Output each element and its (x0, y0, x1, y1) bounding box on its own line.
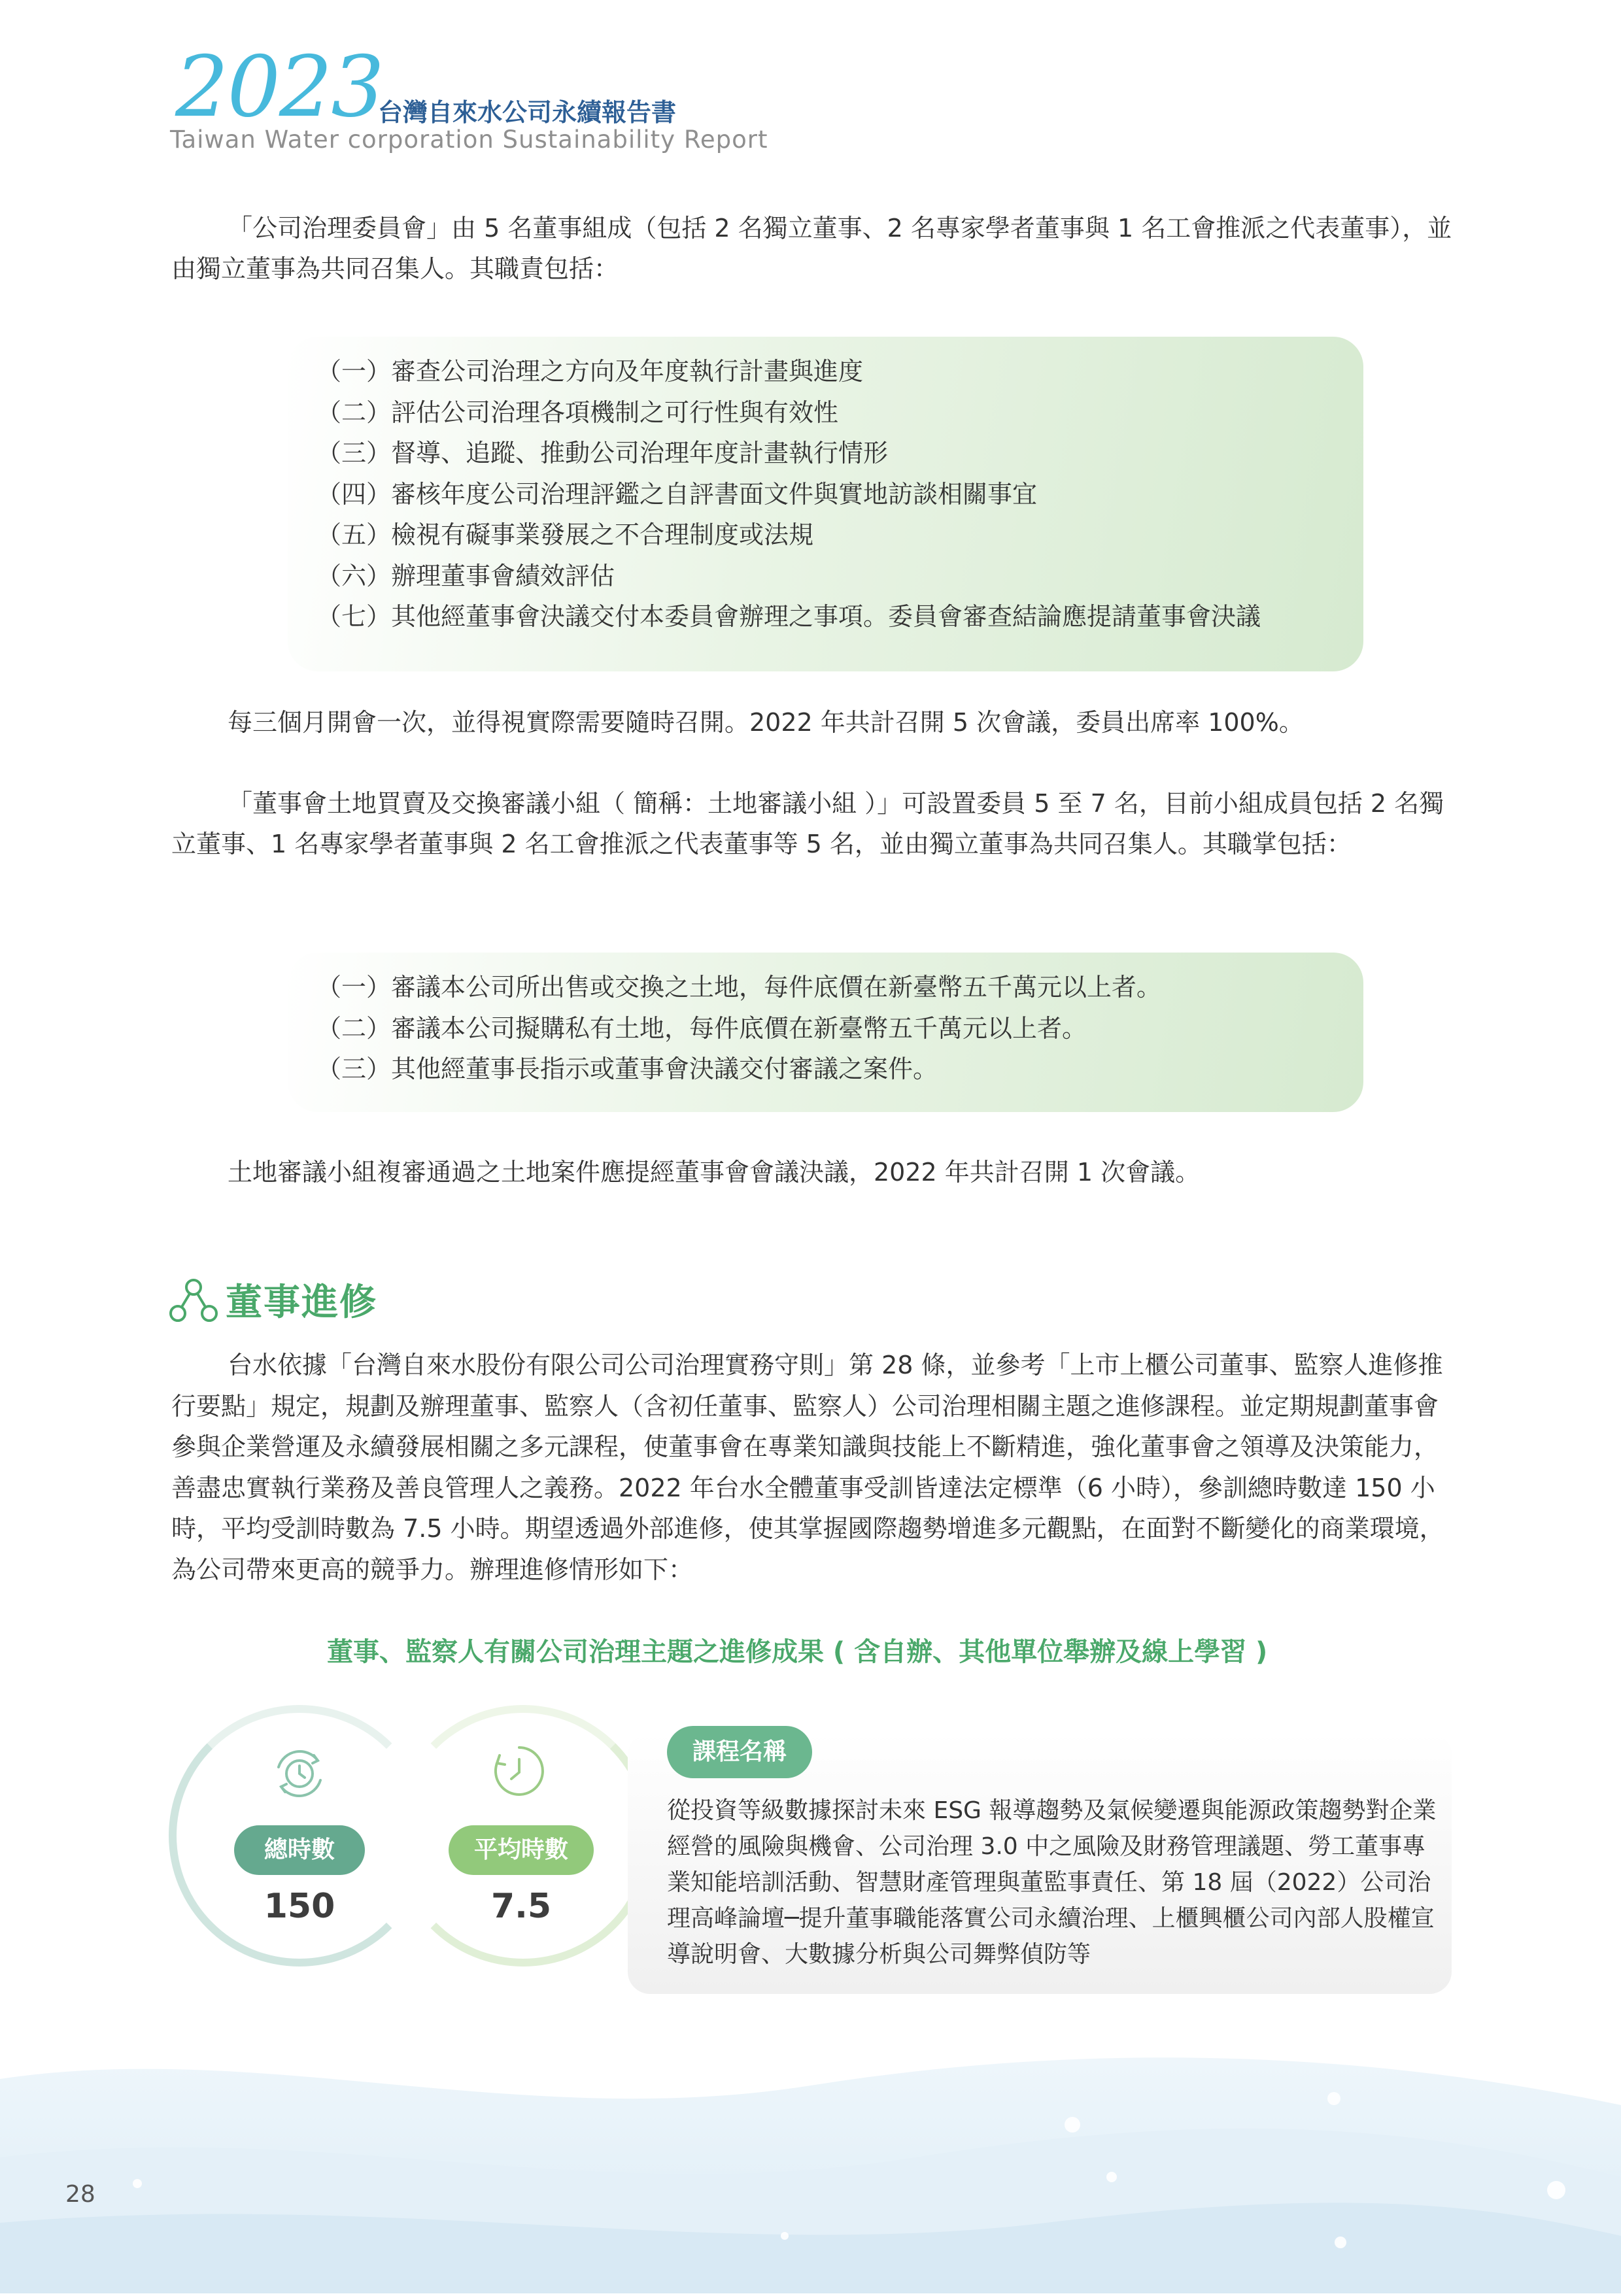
list-item: （六）辦理董事會績效評估 (316, 561, 615, 590)
list-item: （三）其他經董事長指示或董事會決議交付審議之案件。 (316, 1055, 938, 1083)
course-text: 從投資等級數據探討未來 ESG 報導趨勢及氣候變遷與能源政策趨勢對企業經營的風險與機會、公司治理 3.0 中之風險及財務管理議題、勞工董事專業知能培訓活動、智慧財產管理與董監事責任、第 18 屆（2022）公司治理高峰論壇─提升董事職能落實公司永續治理、上櫃興櫃公司內部人股權宣導說明會、大數據分析與公司舞弊偵防等 (667, 1797, 1437, 1968)
land-intro-paragraph (171, 783, 1453, 864)
list-item: （二）評估公司治理各項機制之可行性與有效性 (316, 397, 839, 427)
report-subtitle: Taiwan Water corporation Sustainability Report (170, 126, 768, 154)
land-meetings-paragraph (171, 1152, 1453, 1192)
list-item: （二）審議本公司擬購私有土地，每件底價在新臺幣五千萬元以上者。 (316, 1013, 1087, 1043)
list-item: （一）審議本公司所出售或交換之土地，每件底價在新臺幣五千萬元以上者。 (316, 973, 1162, 1002)
committee-meetings-paragraph (171, 702, 1453, 743)
footer-wave-decoration (0, 2027, 1621, 2293)
report-year: 2023 (175, 39, 383, 136)
list-item: （一）審查公司治理之方向及年度執行計畫與進度 (316, 357, 864, 386)
list-item: （三）督導、追蹤、推動公司治理年度計畫執行情形 (316, 439, 889, 467)
section-body-paragraph (171, 1345, 1453, 1590)
avg-hours-label: 平均時數 (449, 1825, 594, 1875)
list-item: （七）其他經董事會決議交付本委員會辦理之事項。委員會審查結論應提請董事會決議 (316, 602, 1261, 631)
total-hours-label: 總時數 (234, 1825, 365, 1875)
training-title: 董事、監察人有關公司治理主題之進修成果 ( 含自辦、其他單位舉辦及線上學習 ) (327, 1637, 1268, 1667)
committee-duties-box (288, 337, 1363, 671)
timer-icon (485, 1737, 553, 1805)
report-title: 台灣自來水公司永續報告書 (378, 98, 677, 127)
section-body-text: 台水依據「台灣自來水股份有限公司公司治理實務守則」第 28 條，並參考「上市上櫃公司董事、監察人進修推行要點」規定，規劃及辦理董事、監察人（含初任董事、監察人）公司治理相關主題之進修課程。並定期規劃董事會參與企業營運及永續發展相關之多元課程，使董事會在專業知識與技能上不斷精進，強化董事會之領導及決策能力，善盡忠實執行業務及善良管理人之義務。2022 年台水全體董事受訓皆達法定標準（6 小時），參訓總時數達 150 小時，平均受訓時數為 7.5 小時。期望透過外部進修，使其掌握國際趨勢增進多元觀點，在面對不斷變化的商業環境，為公司帶來更高的競爭力。辦理進修情形如下： (171, 1351, 1444, 1584)
list-item: （四）審核年度公司治理評鑑之自評書面文件與實地訪談相關事宜 (316, 479, 1038, 509)
list-item: （五）檢視有礙事業發展之不合理制度或法規 (316, 520, 814, 549)
committee-duties-list (288, 337, 1363, 637)
committee-intro-text: 「公司治理委員會」由 5 名董事組成（包括 2 名獨立董事、2 名專家學者董事與 1 名工會推派之代表董事），並由獨立董事為共同召集人。其職責包括： (171, 214, 1452, 283)
avg-hours-value: 7.5 (490, 1887, 552, 1926)
page-number: 28 (65, 2181, 95, 2208)
clock-cycle-icon (267, 1741, 332, 1806)
section-title: 董事進修 (226, 1281, 377, 1324)
land-duties-box (288, 953, 1363, 1112)
land-intro-text: 「董事會土地買賣及交換審議小組（ 簡稱：土地審議小組 ）」可設置委員 5 至 7 名，目前小組成員包括 2 名獨立董事、1 名專家學者董事與 2 名工會推派之代表董事等 5 名，並由獨立董事為共同召集人。其職掌包括： (171, 789, 1444, 858)
total-hours-value: 150 (264, 1887, 335, 1926)
molecule-icon (169, 1278, 218, 1324)
committee-intro-paragraph (171, 208, 1453, 289)
land-meetings-text: 土地審議小組複審通過之土地案件應提經董事會會議決議，2022 年共計召開 1 次會議。 (228, 1158, 1201, 1187)
land-duties-list (288, 953, 1363, 1090)
course-label: 課程名稱 (667, 1726, 812, 1778)
committee-meetings-text: 每三個月開會一次，並得視實際需要隨時召開。2022 年共計召開 5 次會議，委員出席率 100%。 (228, 708, 1304, 737)
